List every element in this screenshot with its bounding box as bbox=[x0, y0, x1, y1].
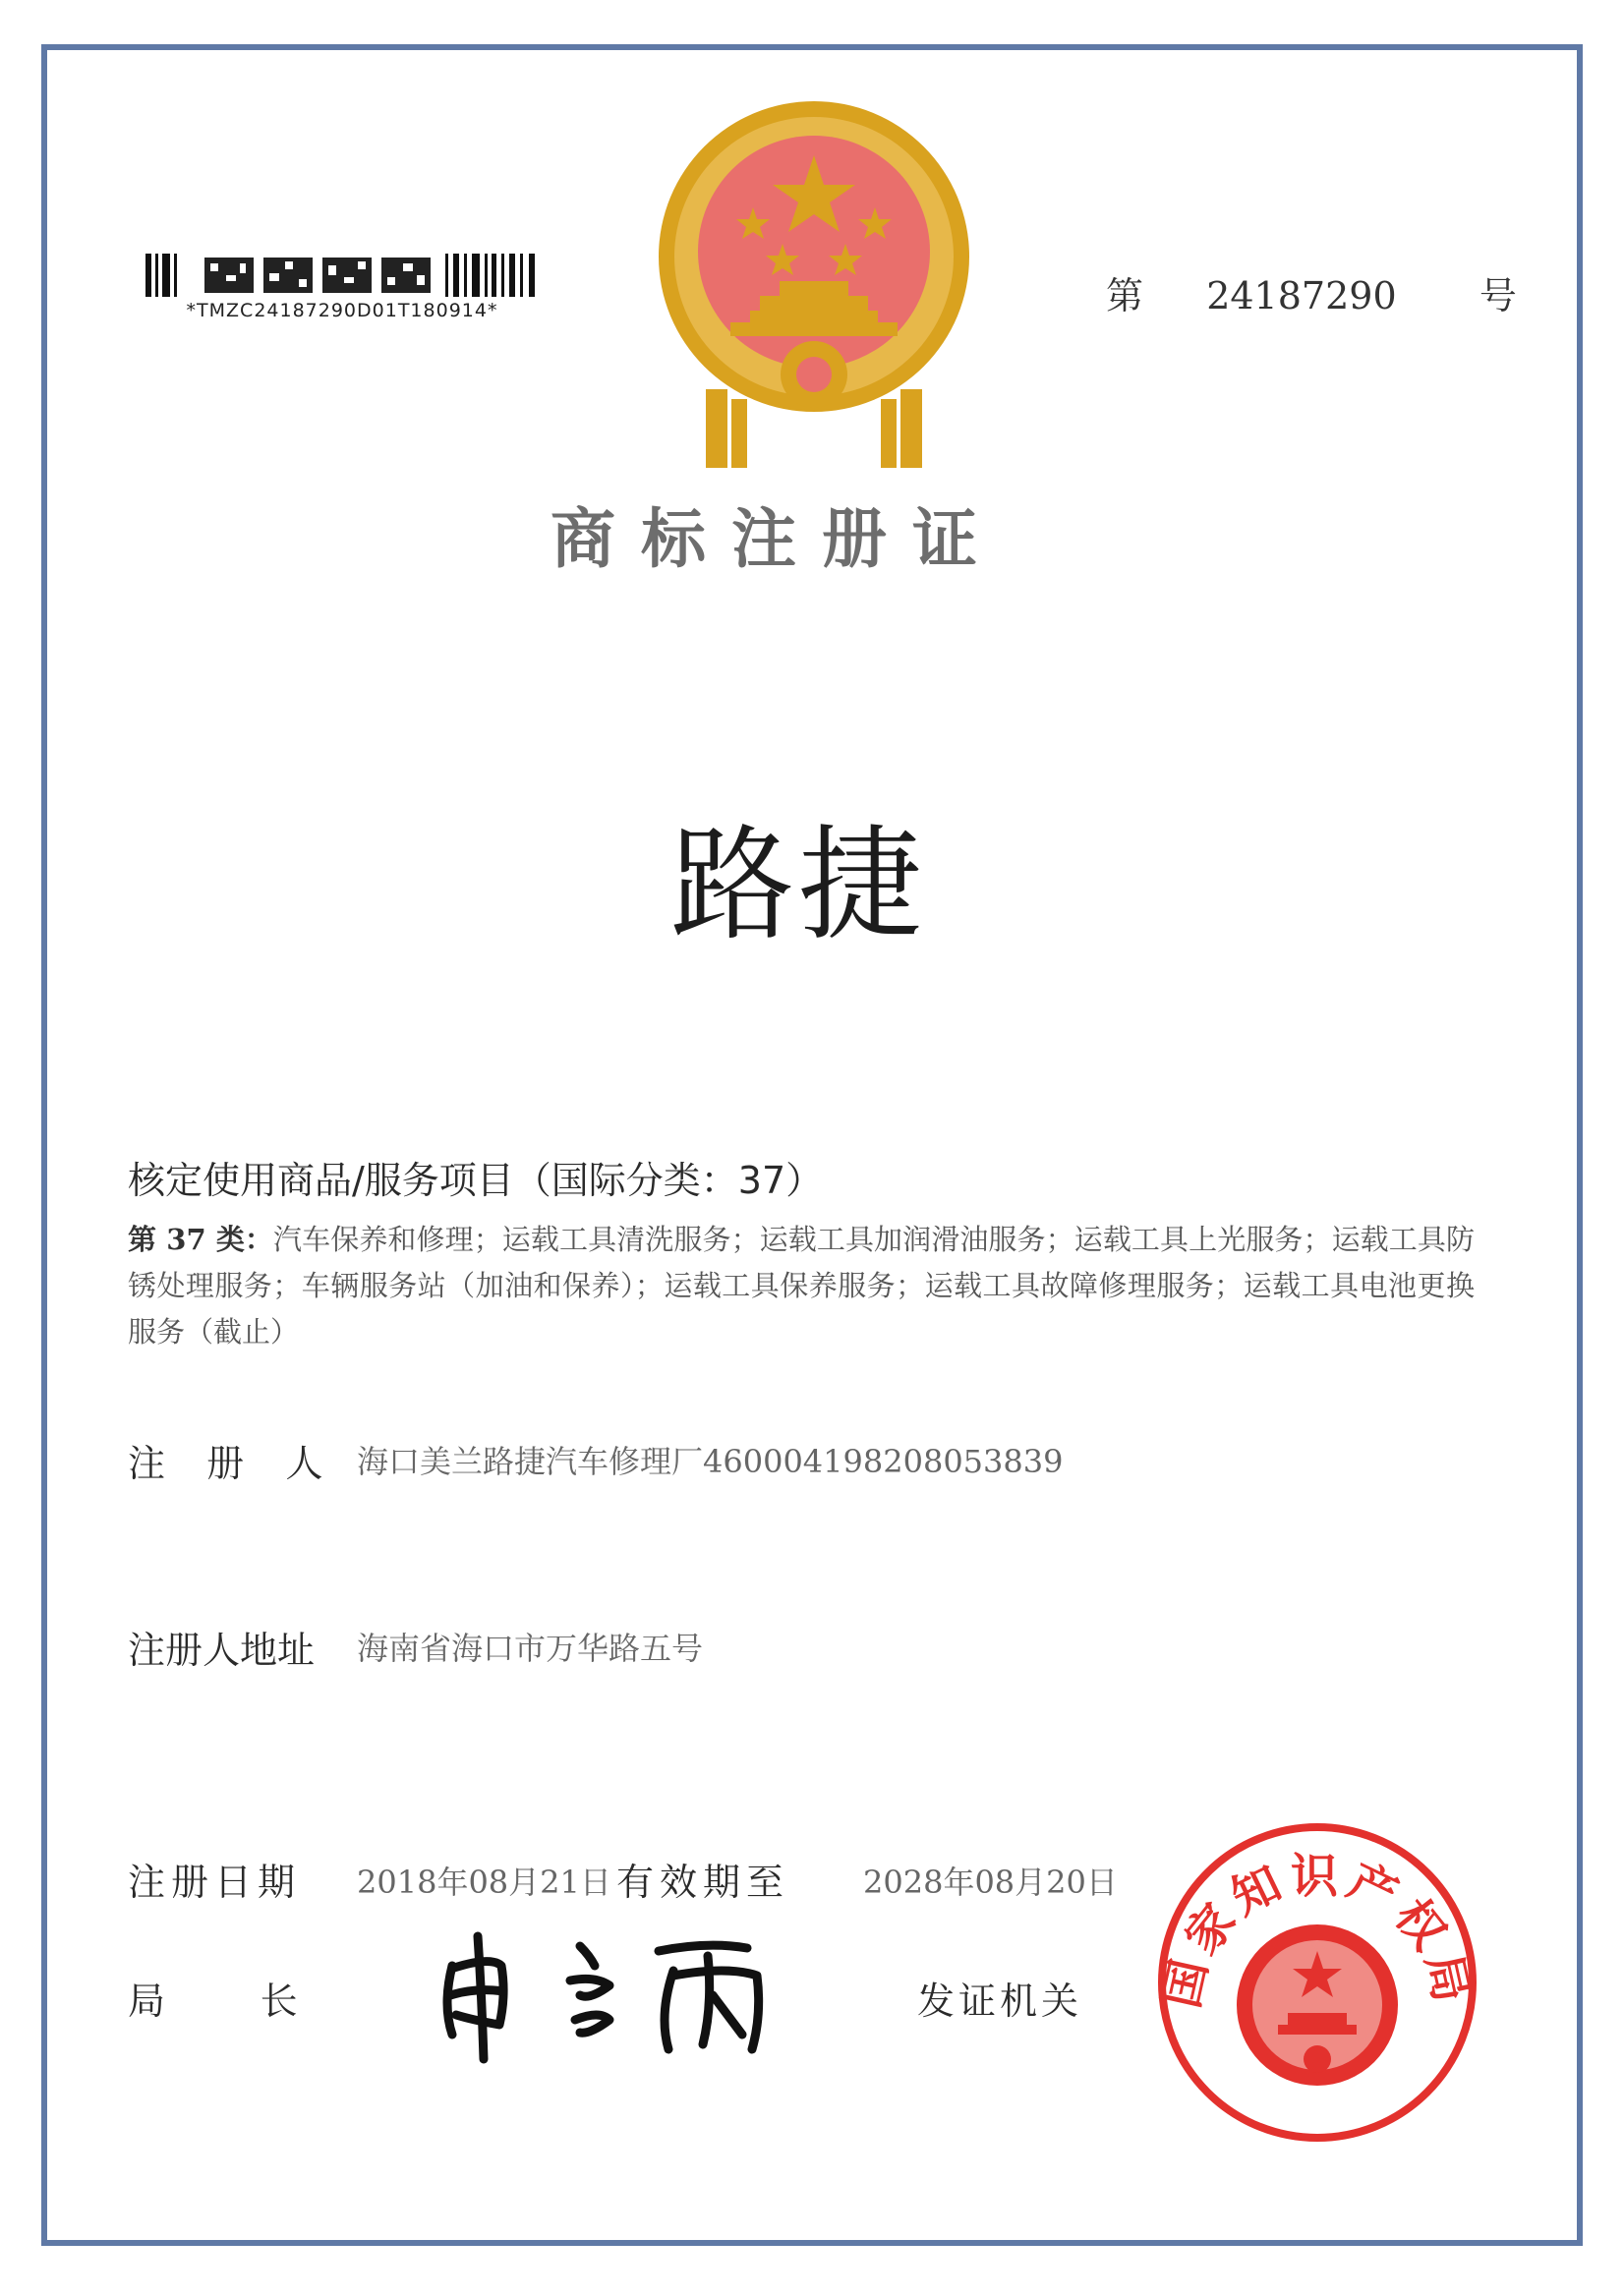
issuer-label: 发证机关 bbox=[917, 1980, 1083, 2023]
registration-date-label: 注册日期 bbox=[128, 1861, 302, 1904]
registration-number bbox=[1106, 265, 1517, 319]
class-label: 第 37 类： bbox=[128, 1223, 274, 1256]
director-label: 局 长 bbox=[128, 1980, 298, 2023]
certificate-title: 商标注册证 bbox=[551, 500, 1003, 577]
registrant-label: 注 册 人 bbox=[128, 1442, 329, 1485]
barcode bbox=[145, 254, 539, 297]
services-heading: 核定使用商品/服务项目（国际分类：37） bbox=[128, 1159, 824, 1202]
address-value: 海南省海口市万华路五号 bbox=[357, 1630, 704, 1667]
official-seal-icon bbox=[1140, 1813, 1494, 2148]
valid-until-label: 有效期至 bbox=[616, 1861, 790, 1904]
service-items: 汽车保养和修理；运载工具清洗服务；运载工具加润滑油服务；运载工具上光服务；运载工具防锈处理服务；车辆服务站（加油和保养）；运载工具保养服务；运载工具故障修理服务；运载工具电池更换服务（截止） bbox=[128, 1223, 1475, 1349]
registrant-value: 海口美兰路捷汽车修理厂460004198208053839 bbox=[357, 1443, 1064, 1480]
registration-date-value: 2018年08月21日 bbox=[357, 1864, 611, 1901]
services-list bbox=[128, 1217, 1475, 1355]
registration-number-value: 24187290 bbox=[1206, 274, 1397, 317]
director-signature bbox=[433, 1926, 845, 2064]
registration-suffix: 号 bbox=[1479, 274, 1517, 317]
svg-text:国家知识产权局: 国家知识产权局 bbox=[1154, 1849, 1480, 2013]
trademark-name: 路捷 bbox=[670, 813, 926, 957]
barcode-text: *TMZC24187290D01T180914* bbox=[186, 300, 498, 321]
address-label: 注册人地址 bbox=[128, 1629, 316, 1672]
valid-until-value: 2028年08月20日 bbox=[863, 1864, 1118, 1901]
registration-prefix: 第 bbox=[1106, 274, 1144, 317]
national-emblem-icon bbox=[637, 94, 991, 472]
